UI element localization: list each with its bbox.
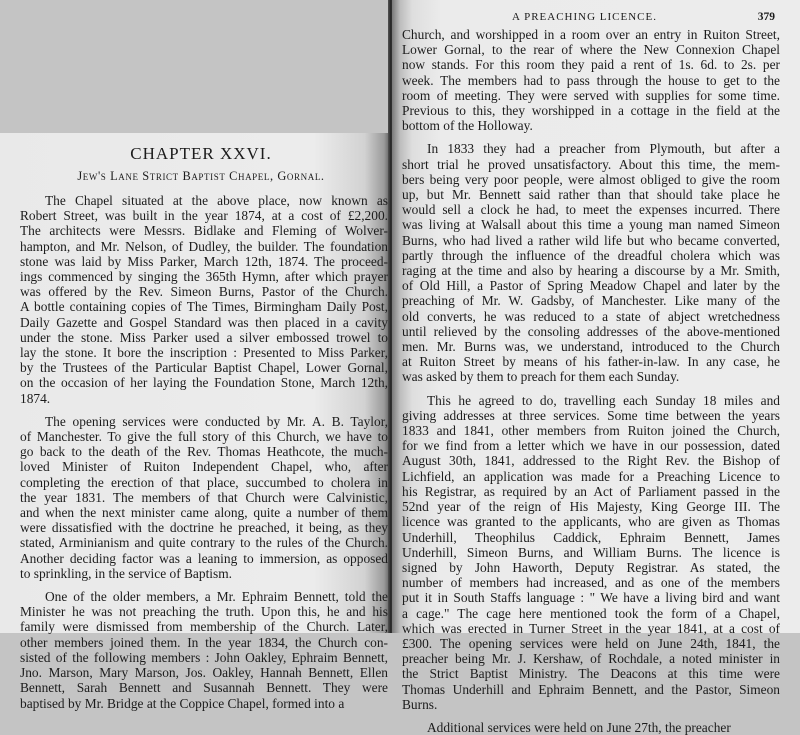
paragraph-gap xyxy=(20,406,388,414)
text-line: 52nd year of the reign of His Majesty, King George III. The xyxy=(402,499,780,515)
text-line: Robert Street, was built in the year 1874, at a cost of £2,200. xyxy=(20,208,388,224)
paragraph xyxy=(20,589,388,711)
text-line: was asked by them to preach for them each Sunday. xyxy=(402,369,680,385)
text-line: Lichfield, an application was made for a Preaching Licence to xyxy=(402,468,780,484)
text-line: week. The members had to pass through the house to get to the xyxy=(402,72,780,88)
text-line: Thomas Underhill and Ephraim Bennett, and the Pastor, Simeon xyxy=(402,681,780,697)
text-line: number of members had increased, and as one of the members xyxy=(402,575,780,591)
text-line: The opening services were conducted by Mr. A. B. Taylor, xyxy=(45,413,388,429)
text-line: partly through the influence of the dreadful cholera which was xyxy=(402,247,780,263)
paragraph-gap xyxy=(402,133,780,141)
chapter-title: CHAPTER XXVI. xyxy=(130,144,272,163)
text-line: to sprinkling, in the service of Baptism. xyxy=(20,565,232,581)
text-line: on the occasion of her laying the Foundation Stone, March 12th, xyxy=(20,375,388,391)
text-line: preacher being Mr. J. Kershaw, of Rochdale, a noted minister in xyxy=(402,651,780,667)
text-line: Burns, who had lived a rather wild life but who became converted, xyxy=(402,232,780,248)
text-line: up, but Mr. Bennett said rather than that should take place he xyxy=(402,187,780,203)
text-line: completing the erection of that place, succumbed to cholera in xyxy=(20,474,388,490)
scan-background xyxy=(0,0,392,133)
text-line: bers being very poor people, were almost obliged to give the room xyxy=(402,171,780,187)
text-line: Bennett, Sarah Bennett and Susannah Bennett. They were xyxy=(20,680,388,696)
text-line: Underhill, Theophilus Caddick, Ephraim Bennett, James xyxy=(402,529,780,545)
text-line: old converts, he was reduced to a state of abject wretchedness xyxy=(402,308,780,324)
text-line: until relieved by the consoling addresses of the above-mentioned xyxy=(402,323,780,339)
running-head xyxy=(392,0,800,23)
text-line: of Old Hill, a Pastor of Spring Meadow Chapel and later by the xyxy=(402,278,780,294)
text-line: signed by John Haworth, Deputy Registrar. As stated, the xyxy=(402,559,780,575)
text-line: stone was laid by Miss Parker, March 12th, 1874. The proceed- xyxy=(20,253,388,269)
text-line: put it in South Staffs language : " We have a living bird and want xyxy=(402,590,780,606)
text-line: Previous to this, they worshipped in a cottage in the field at the xyxy=(402,103,780,119)
text-line: August 30th, 1841, addressed to the Right Rev. the Bishop of xyxy=(402,453,780,469)
text-line: ings commenced by singing the 365th Hymn, after which prayer xyxy=(20,269,388,285)
text-line: Another deciding factor was a leaning to immersion, as opposed xyxy=(20,550,388,566)
text-line: Jno. Marson, Mary Marson, Jos. Oakley, Hannah Bennett, Ellen xyxy=(20,665,388,681)
running-head-title: A PREACHING LICENCE. xyxy=(512,11,657,23)
text-line: raging at the time and also by hearing a discourse by a Mr. Smith, xyxy=(402,263,780,279)
text-line: preaching of Mr. W. Gadsby, of Manchester. Like many of the xyxy=(402,293,780,309)
left-page xyxy=(0,133,392,711)
text-line: £300. The opening services were held on June 24th, 1841, the xyxy=(402,635,780,651)
text-line: a cage." The cage here mentioned took the form of a Chapel, xyxy=(402,605,780,621)
text-line: was offered by the Rev. Simeon Burns, Pastor of the Church. xyxy=(20,284,388,300)
text-line: loved Minister of Ruiton Independent Chapel, who, after xyxy=(20,459,388,475)
text-line: the Strict Baptist Ministry. The Deacons at this time were xyxy=(402,666,780,682)
text-line: This he agreed to do, travelling each Sunday 18 miles and xyxy=(427,392,780,408)
text-line: now stands. For this room they paid a rent of 1s. 6d. to 2s. per xyxy=(402,57,780,73)
text-line: 1833 and 1841, other members from Ruiton joined the Church, xyxy=(402,423,780,439)
text-line: his Registrar, as required by an Act of Parliament passed in the xyxy=(402,483,780,499)
text-line: the year 1831. The members of that Church were Calvinistic, xyxy=(20,489,388,505)
text-line: Lower Gornal, to the rear of where the New Connexion Chapel xyxy=(402,42,780,58)
paragraph xyxy=(402,141,780,384)
text-line: by the Trustees of the Particular Baptist Chapel, Lower Gornal, xyxy=(20,360,388,376)
text-line: Burns. xyxy=(402,696,438,712)
text-line: 1874. xyxy=(20,390,51,406)
text-line: Additional services were held on June 27th, the preacher xyxy=(427,719,731,735)
text-line: family were dismissed from membership of the Church. Later, xyxy=(20,619,388,635)
text-line: Minister he was not preaching the truth. Upon this, he and his xyxy=(20,604,388,620)
text-line: go back to the death of the Rev. Thomas Heathcote, the much- xyxy=(20,444,388,460)
paragraph xyxy=(20,193,388,406)
paragraph xyxy=(402,27,780,133)
text-line: bottom of the Holloway. xyxy=(402,118,533,134)
text-line: would sell a clock he had, to meet the expenses incurred. There xyxy=(402,202,780,218)
text-line: Church, and worshipped in a room over an entry in Ruiton Street, xyxy=(402,27,780,42)
text-line: short trial he proved unsatisfactory. About this time, the mem- xyxy=(402,156,780,172)
text-line: and when the next minister came along, quite a number of them xyxy=(20,505,388,521)
paragraph-gap xyxy=(402,385,780,393)
page-number: 379 xyxy=(757,11,775,23)
text-line: A bottle containing copies of The Times, Birmingham Daily Post, xyxy=(20,299,388,315)
right-page xyxy=(392,0,800,735)
text-line: The architects were Messrs. Bidlake and Fleming of Wolver- xyxy=(20,223,388,239)
text-line: room of meeting. They were served with supplies for some time. xyxy=(402,87,780,103)
text-line: Underhill, Simeon Burns, and William Burns. The licence is xyxy=(402,544,780,560)
text-line: was living at Walsall about this time a young man named Simeon xyxy=(402,217,780,233)
paragraph-gap xyxy=(402,712,780,720)
text-line: of Manchester. To give the full story of this Church, we have to xyxy=(20,429,388,445)
text-line: for we find from a letter which we have in our possession, dated xyxy=(402,438,780,454)
text-line: lay the stone. It bore the inscription : Presented to Miss Parker, xyxy=(20,345,388,361)
text-line: which was erected in Turner Street in the year 1841, at a cost of xyxy=(402,620,780,636)
right-body xyxy=(392,27,800,735)
paragraph-gap xyxy=(20,581,388,589)
text-line: In 1833 they had a preacher from Plymouth, but after a xyxy=(427,141,780,157)
text-line: baptised by Mr. Bridge at the Coppice Chapel, formed into a xyxy=(20,695,345,711)
text-line: One of the older members, a Mr. Ephraim Bennett, told the xyxy=(45,589,388,605)
text-line: hampton, and Mr. Nelson, of Dudley, the builder. The foundation xyxy=(20,238,388,254)
text-line: stated, Arminianism and quite contrary to the rules of the Church. xyxy=(20,535,388,551)
text-line: were dissatisfied with the doctrine he preached, it being, as they xyxy=(20,520,388,536)
text-line: licence was granted to the applicants, who are given as Thomas xyxy=(402,514,780,530)
text-line: giving addresses at three services. Some time between the years xyxy=(402,407,780,423)
text-line: at Ruiton Street by means of his father-in-law. In any case, he xyxy=(402,354,780,370)
text-line: The Chapel situated at the above place, now known as xyxy=(45,193,388,208)
paragraph xyxy=(20,414,388,581)
left-body xyxy=(0,193,392,711)
paragraph xyxy=(402,393,780,712)
paragraph xyxy=(402,720,780,735)
text-line: men. Mr. Burns was, we understand, introduced to the Church xyxy=(402,339,780,355)
text-line: sisted of the following members : John Oakley, Ephraim Bennett, xyxy=(20,649,388,665)
text-line: under the stone. Miss Parker used a silver embossed trowel to xyxy=(20,329,388,345)
text-line: other members joined them. In the year 1834, the Church con- xyxy=(20,634,388,650)
chapter-subtitle: Jew's Lane Strict Baptist Chapel, Gornal. xyxy=(77,169,325,183)
text-line: Daily Gazette and Gospel Standard was then placed in a cavity xyxy=(20,314,388,330)
